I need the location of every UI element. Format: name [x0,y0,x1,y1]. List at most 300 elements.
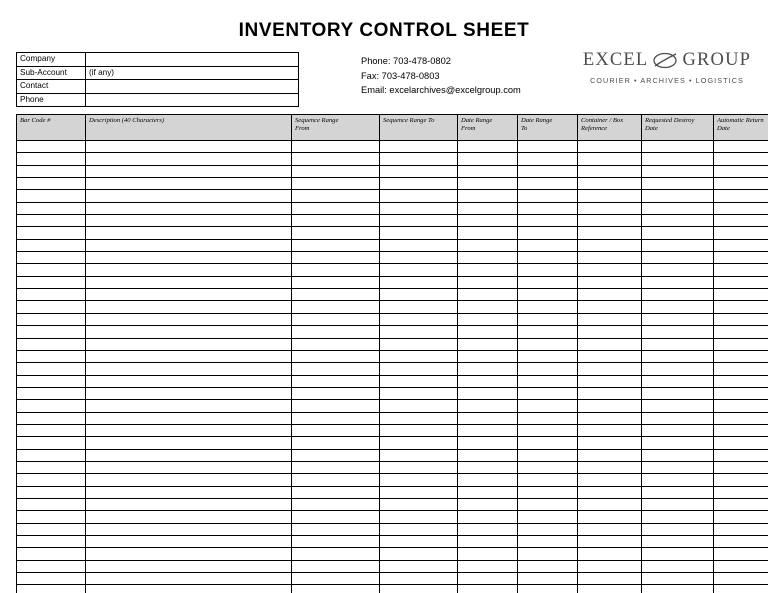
cell-sequence-range-from[interactable] [292,313,380,325]
cell-sequence-range-to[interactable] [380,313,458,325]
cell-bar-code[interactable] [17,523,86,535]
cell-automatic-return-date[interactable] [714,313,768,325]
cell-automatic-return-date[interactable] [714,165,768,177]
cell-sequence-range-from[interactable] [292,326,380,338]
cell-sequence-range-to[interactable] [380,202,458,214]
cell-bar-code[interactable] [17,264,86,276]
cell-date-range-to[interactable] [518,276,578,288]
cell-sequence-range-from[interactable] [292,548,380,560]
cell-bar-code[interactable] [17,536,86,548]
cell-requested-destroy-date[interactable] [642,178,714,190]
cell-description[interactable] [86,573,292,585]
cell-description[interactable] [86,190,292,202]
cell-bar-code[interactable] [17,350,86,362]
cell-description[interactable] [86,276,292,288]
cell-sequence-range-from[interactable] [292,523,380,535]
cell-requested-destroy-date[interactable] [642,412,714,424]
cell-sequence-range-from[interactable] [292,437,380,449]
cell-requested-destroy-date[interactable] [642,400,714,412]
cell-description[interactable] [86,239,292,251]
cell-bar-code[interactable] [17,202,86,214]
cell-description[interactable] [86,548,292,560]
info-field-company[interactable] [86,53,299,67]
cell-automatic-return-date[interactable] [714,461,768,473]
cell-date-range-to[interactable] [518,536,578,548]
cell-date-range-to[interactable] [518,289,578,301]
cell-automatic-return-date[interactable] [714,289,768,301]
cell-requested-destroy-date[interactable] [642,363,714,375]
cell-automatic-return-date[interactable] [714,573,768,585]
cell-sequence-range-to[interactable] [380,498,458,510]
cell-sequence-range-from[interactable] [292,461,380,473]
cell-description[interactable] [86,202,292,214]
cell-date-range-from[interactable] [458,252,518,264]
cell-date-range-from[interactable] [458,486,518,498]
cell-container-box-reference[interactable] [578,412,642,424]
cell-sequence-range-to[interactable] [380,338,458,350]
cell-date-range-to[interactable] [518,264,578,276]
cell-bar-code[interactable] [17,412,86,424]
cell-date-range-to[interactable] [518,165,578,177]
cell-requested-destroy-date[interactable] [642,264,714,276]
cell-container-box-reference[interactable] [578,239,642,251]
cell-bar-code[interactable] [17,511,86,523]
cell-bar-code[interactable] [17,301,86,313]
cell-requested-destroy-date[interactable] [642,227,714,239]
cell-date-range-to[interactable] [518,560,578,572]
cell-description[interactable] [86,486,292,498]
cell-bar-code[interactable] [17,363,86,375]
cell-container-box-reference[interactable] [578,424,642,436]
cell-sequence-range-to[interactable] [380,573,458,585]
cell-container-box-reference[interactable] [578,437,642,449]
cell-automatic-return-date[interactable] [714,387,768,399]
cell-automatic-return-date[interactable] [714,585,768,593]
cell-description[interactable] [86,326,292,338]
cell-sequence-range-from[interactable] [292,289,380,301]
cell-requested-destroy-date[interactable] [642,585,714,593]
cell-requested-destroy-date[interactable] [642,523,714,535]
cell-date-range-to[interactable] [518,511,578,523]
cell-description[interactable] [86,474,292,486]
cell-sequence-range-from[interactable] [292,239,380,251]
cell-sequence-range-from[interactable] [292,153,380,165]
cell-container-box-reference[interactable] [578,523,642,535]
cell-automatic-return-date[interactable] [714,498,768,510]
cell-container-box-reference[interactable] [578,474,642,486]
cell-date-range-from[interactable] [458,153,518,165]
cell-date-range-from[interactable] [458,190,518,202]
cell-description[interactable] [86,338,292,350]
cell-requested-destroy-date[interactable] [642,326,714,338]
cell-bar-code[interactable] [17,548,86,560]
cell-date-range-to[interactable] [518,202,578,214]
cell-bar-code[interactable] [17,387,86,399]
cell-container-box-reference[interactable] [578,338,642,350]
cell-sequence-range-to[interactable] [380,215,458,227]
cell-sequence-range-to[interactable] [380,449,458,461]
cell-date-range-to[interactable] [518,585,578,593]
cell-automatic-return-date[interactable] [714,264,768,276]
cell-date-range-to[interactable] [518,338,578,350]
cell-requested-destroy-date[interactable] [642,252,714,264]
cell-automatic-return-date[interactable] [714,486,768,498]
cell-description[interactable] [86,498,292,510]
cell-sequence-range-to[interactable] [380,548,458,560]
cell-date-range-from[interactable] [458,215,518,227]
cell-date-range-from[interactable] [458,202,518,214]
cell-bar-code[interactable] [17,424,86,436]
cell-date-range-from[interactable] [458,474,518,486]
cell-automatic-return-date[interactable] [714,252,768,264]
cell-description[interactable] [86,461,292,473]
cell-sequence-range-to[interactable] [380,153,458,165]
cell-container-box-reference[interactable] [578,536,642,548]
cell-container-box-reference[interactable] [578,350,642,362]
cell-date-range-from[interactable] [458,560,518,572]
cell-sequence-range-to[interactable] [380,165,458,177]
cell-container-box-reference[interactable] [578,573,642,585]
cell-date-range-to[interactable] [518,498,578,510]
cell-date-range-from[interactable] [458,585,518,593]
cell-date-range-to[interactable] [518,375,578,387]
cell-sequence-range-to[interactable] [380,400,458,412]
cell-sequence-range-to[interactable] [380,289,458,301]
cell-requested-destroy-date[interactable] [642,424,714,436]
cell-description[interactable] [86,165,292,177]
cell-bar-code[interactable] [17,190,86,202]
cell-container-box-reference[interactable] [578,289,642,301]
cell-sequence-range-to[interactable] [380,252,458,264]
cell-automatic-return-date[interactable] [714,375,768,387]
cell-description[interactable] [86,215,292,227]
cell-requested-destroy-date[interactable] [642,313,714,325]
cell-automatic-return-date[interactable] [714,301,768,313]
cell-requested-destroy-date[interactable] [642,437,714,449]
cell-requested-destroy-date[interactable] [642,536,714,548]
cell-date-range-from[interactable] [458,301,518,313]
cell-automatic-return-date[interactable] [714,449,768,461]
cell-date-range-from[interactable] [458,511,518,523]
cell-date-range-from[interactable] [458,141,518,153]
cell-description[interactable] [86,141,292,153]
cell-sequence-range-to[interactable] [380,523,458,535]
cell-bar-code[interactable] [17,486,86,498]
cell-sequence-range-from[interactable] [292,424,380,436]
cell-description[interactable] [86,375,292,387]
cell-date-range-to[interactable] [518,387,578,399]
cell-sequence-range-from[interactable] [292,387,380,399]
cell-description[interactable] [86,511,292,523]
cell-sequence-range-to[interactable] [380,264,458,276]
cell-date-range-from[interactable] [458,264,518,276]
cell-requested-destroy-date[interactable] [642,141,714,153]
cell-bar-code[interactable] [17,449,86,461]
cell-requested-destroy-date[interactable] [642,301,714,313]
cell-date-range-to[interactable] [518,215,578,227]
cell-bar-code[interactable] [17,289,86,301]
cell-date-range-to[interactable] [518,573,578,585]
cell-sequence-range-from[interactable] [292,276,380,288]
cell-sequence-range-to[interactable] [380,474,458,486]
cell-sequence-range-to[interactable] [380,276,458,288]
cell-requested-destroy-date[interactable] [642,511,714,523]
cell-requested-destroy-date[interactable] [642,289,714,301]
cell-requested-destroy-date[interactable] [642,449,714,461]
cell-container-box-reference[interactable] [578,264,642,276]
cell-requested-destroy-date[interactable] [642,498,714,510]
cell-description[interactable] [86,424,292,436]
cell-date-range-from[interactable] [458,523,518,535]
cell-sequence-range-from[interactable] [292,264,380,276]
cell-sequence-range-from[interactable] [292,252,380,264]
cell-sequence-range-to[interactable] [380,387,458,399]
cell-sequence-range-to[interactable] [380,461,458,473]
cell-sequence-range-from[interactable] [292,585,380,593]
cell-requested-destroy-date[interactable] [642,190,714,202]
cell-bar-code[interactable] [17,326,86,338]
cell-sequence-range-from[interactable] [292,560,380,572]
cell-description[interactable] [86,252,292,264]
cell-sequence-range-to[interactable] [380,301,458,313]
cell-date-range-from[interactable] [458,313,518,325]
cell-container-box-reference[interactable] [578,363,642,375]
cell-date-range-to[interactable] [518,326,578,338]
cell-automatic-return-date[interactable] [714,523,768,535]
cell-date-range-from[interactable] [458,350,518,362]
cell-requested-destroy-date[interactable] [642,461,714,473]
cell-container-box-reference[interactable] [578,548,642,560]
cell-description[interactable] [86,560,292,572]
cell-bar-code[interactable] [17,437,86,449]
cell-date-range-from[interactable] [458,498,518,510]
cell-bar-code[interactable] [17,338,86,350]
cell-automatic-return-date[interactable] [714,326,768,338]
cell-container-box-reference[interactable] [578,585,642,593]
cell-container-box-reference[interactable] [578,313,642,325]
cell-description[interactable] [86,400,292,412]
cell-bar-code[interactable] [17,498,86,510]
cell-sequence-range-to[interactable] [380,141,458,153]
cell-date-range-to[interactable] [518,400,578,412]
cell-date-range-from[interactable] [458,461,518,473]
cell-container-box-reference[interactable] [578,165,642,177]
cell-sequence-range-from[interactable] [292,474,380,486]
cell-bar-code[interactable] [17,560,86,572]
cell-automatic-return-date[interactable] [714,560,768,572]
cell-container-box-reference[interactable] [578,227,642,239]
cell-automatic-return-date[interactable] [714,202,768,214]
cell-container-box-reference[interactable] [578,560,642,572]
cell-sequence-range-to[interactable] [380,350,458,362]
cell-automatic-return-date[interactable] [714,474,768,486]
cell-date-range-to[interactable] [518,486,578,498]
cell-date-range-to[interactable] [518,363,578,375]
cell-description[interactable] [86,227,292,239]
cell-sequence-range-from[interactable] [292,202,380,214]
cell-date-range-from[interactable] [458,573,518,585]
cell-requested-destroy-date[interactable] [642,573,714,585]
cell-sequence-range-from[interactable] [292,449,380,461]
cell-description[interactable] [86,153,292,165]
cell-sequence-range-to[interactable] [380,437,458,449]
cell-date-range-from[interactable] [458,375,518,387]
cell-description[interactable] [86,387,292,399]
cell-sequence-range-to[interactable] [380,560,458,572]
cell-container-box-reference[interactable] [578,461,642,473]
cell-automatic-return-date[interactable] [714,227,768,239]
cell-container-box-reference[interactable] [578,326,642,338]
cell-automatic-return-date[interactable] [714,141,768,153]
cell-automatic-return-date[interactable] [714,400,768,412]
cell-sequence-range-from[interactable] [292,178,380,190]
cell-date-range-from[interactable] [458,400,518,412]
cell-container-box-reference[interactable] [578,400,642,412]
cell-date-range-to[interactable] [518,153,578,165]
cell-sequence-range-to[interactable] [380,511,458,523]
cell-requested-destroy-date[interactable] [642,560,714,572]
cell-sequence-range-from[interactable] [292,412,380,424]
cell-container-box-reference[interactable] [578,190,642,202]
cell-description[interactable] [86,289,292,301]
cell-date-range-from[interactable] [458,338,518,350]
cell-requested-destroy-date[interactable] [642,474,714,486]
cell-date-range-to[interactable] [518,461,578,473]
cell-automatic-return-date[interactable] [714,350,768,362]
cell-description[interactable] [86,536,292,548]
cell-sequence-range-from[interactable] [292,227,380,239]
cell-date-range-from[interactable] [458,437,518,449]
cell-bar-code[interactable] [17,153,86,165]
cell-sequence-range-to[interactable] [380,239,458,251]
cell-sequence-range-from[interactable] [292,141,380,153]
cell-date-range-from[interactable] [458,165,518,177]
info-field-contact[interactable] [86,80,299,94]
cell-sequence-range-from[interactable] [292,215,380,227]
cell-requested-destroy-date[interactable] [642,215,714,227]
cell-sequence-range-to[interactable] [380,412,458,424]
cell-automatic-return-date[interactable] [714,190,768,202]
cell-bar-code[interactable] [17,313,86,325]
cell-bar-code[interactable] [17,227,86,239]
cell-automatic-return-date[interactable] [714,178,768,190]
cell-date-range-to[interactable] [518,437,578,449]
cell-container-box-reference[interactable] [578,141,642,153]
info-field-phone[interactable] [86,93,299,107]
cell-date-range-to[interactable] [518,227,578,239]
cell-sequence-range-from[interactable] [292,511,380,523]
cell-date-range-from[interactable] [458,289,518,301]
cell-sequence-range-to[interactable] [380,375,458,387]
cell-bar-code[interactable] [17,141,86,153]
cell-requested-destroy-date[interactable] [642,239,714,251]
cell-sequence-range-to[interactable] [380,227,458,239]
cell-sequence-range-from[interactable] [292,363,380,375]
cell-sequence-range-from[interactable] [292,190,380,202]
cell-sequence-range-to[interactable] [380,536,458,548]
cell-container-box-reference[interactable] [578,375,642,387]
cell-sequence-range-to[interactable] [380,326,458,338]
cell-sequence-range-from[interactable] [292,498,380,510]
cell-date-range-from[interactable] [458,424,518,436]
cell-sequence-range-from[interactable] [292,486,380,498]
cell-sequence-range-to[interactable] [380,424,458,436]
cell-date-range-to[interactable] [518,350,578,362]
cell-bar-code[interactable] [17,178,86,190]
cell-sequence-range-from[interactable] [292,536,380,548]
cell-automatic-return-date[interactable] [714,412,768,424]
cell-sequence-range-to[interactable] [380,585,458,593]
cell-description[interactable] [86,178,292,190]
cell-requested-destroy-date[interactable] [642,375,714,387]
cell-automatic-return-date[interactable] [714,536,768,548]
cell-date-range-to[interactable] [518,178,578,190]
cell-automatic-return-date[interactable] [714,153,768,165]
cell-date-range-to[interactable] [518,252,578,264]
cell-container-box-reference[interactable] [578,511,642,523]
cell-sequence-range-to[interactable] [380,363,458,375]
cell-container-box-reference[interactable] [578,301,642,313]
cell-container-box-reference[interactable] [578,153,642,165]
cell-description[interactable] [86,264,292,276]
cell-bar-code[interactable] [17,165,86,177]
cell-date-range-to[interactable] [518,141,578,153]
cell-requested-destroy-date[interactable] [642,153,714,165]
cell-sequence-range-from[interactable] [292,338,380,350]
cell-description[interactable] [86,523,292,535]
cell-bar-code[interactable] [17,474,86,486]
cell-bar-code[interactable] [17,573,86,585]
cell-bar-code[interactable] [17,252,86,264]
cell-date-range-from[interactable] [458,276,518,288]
cell-date-range-from[interactable] [458,548,518,560]
cell-description[interactable] [86,412,292,424]
cell-description[interactable] [86,301,292,313]
cell-date-range-to[interactable] [518,301,578,313]
cell-date-range-from[interactable] [458,412,518,424]
cell-container-box-reference[interactable] [578,252,642,264]
cell-date-range-from[interactable] [458,536,518,548]
cell-description[interactable] [86,585,292,593]
cell-container-box-reference[interactable] [578,387,642,399]
cell-requested-destroy-date[interactable] [642,338,714,350]
cell-description[interactable] [86,449,292,461]
cell-requested-destroy-date[interactable] [642,350,714,362]
cell-sequence-range-from[interactable] [292,400,380,412]
cell-date-range-to[interactable] [518,313,578,325]
cell-sequence-range-to[interactable] [380,486,458,498]
cell-bar-code[interactable] [17,375,86,387]
cell-date-range-from[interactable] [458,326,518,338]
cell-date-range-to[interactable] [518,548,578,560]
cell-automatic-return-date[interactable] [714,511,768,523]
cell-sequence-range-to[interactable] [380,178,458,190]
cell-container-box-reference[interactable] [578,449,642,461]
cell-date-range-from[interactable] [458,178,518,190]
cell-bar-code[interactable] [17,585,86,593]
cell-automatic-return-date[interactable] [714,215,768,227]
cell-container-box-reference[interactable] [578,276,642,288]
cell-container-box-reference[interactable] [578,215,642,227]
cell-date-range-to[interactable] [518,412,578,424]
cell-requested-destroy-date[interactable] [642,548,714,560]
cell-requested-destroy-date[interactable] [642,387,714,399]
cell-description[interactable] [86,363,292,375]
cell-sequence-range-from[interactable] [292,350,380,362]
cell-date-range-to[interactable] [518,474,578,486]
cell-bar-code[interactable] [17,239,86,251]
cell-automatic-return-date[interactable] [714,363,768,375]
